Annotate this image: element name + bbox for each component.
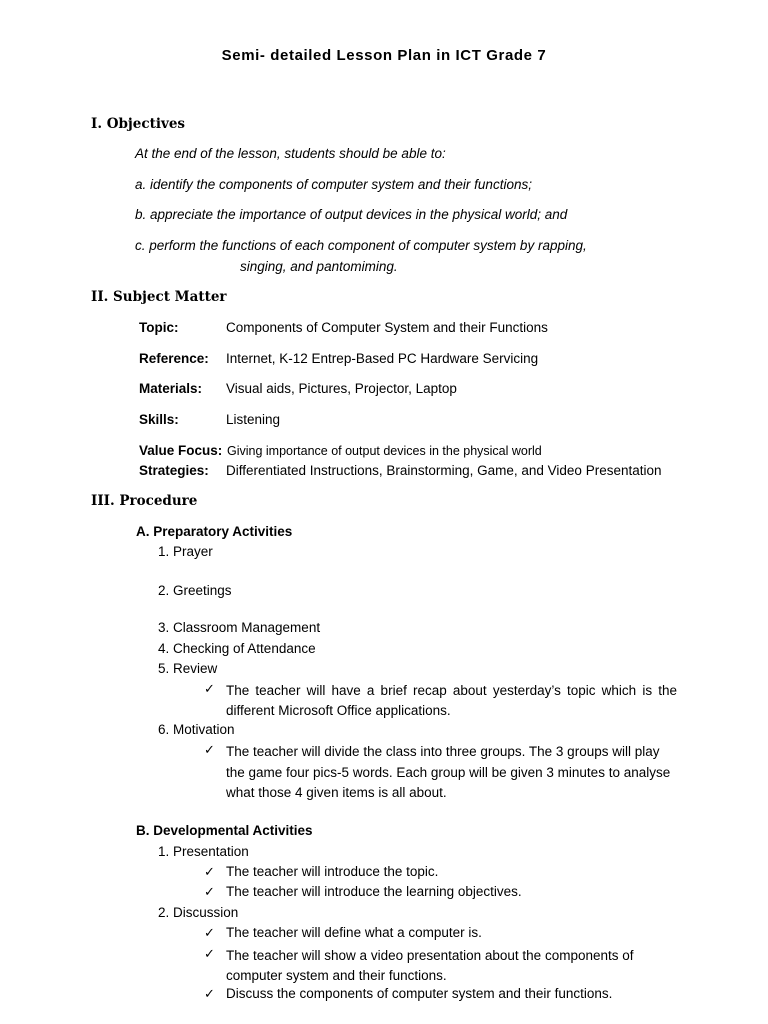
objectives-intro: At the end of the lesson, students should be able to: — [135, 146, 446, 161]
checkmark-icon: ✓ — [204, 946, 215, 961]
procedure-heading: III. Procedure — [91, 493, 198, 509]
skills-label: Skills: — [139, 412, 179, 427]
developmental-activities-heading: B. Developmental Activities — [136, 823, 313, 838]
objective-item-b: b. appreciate the importance of output devices in the physical world; and — [135, 207, 568, 222]
strategies-value: Differentiated Instructions, Brainstorming, Game, and Video Presentation — [226, 463, 662, 478]
presentation-note-topic: The teacher will introduce the topic. — [226, 864, 439, 879]
preparatory-activities-heading: A. Preparatory Activities — [136, 524, 293, 539]
objective-item-a: a. identify the components of computer system and their functions; — [135, 177, 532, 192]
checkmark-icon: ✓ — [204, 925, 215, 940]
checkmark-icon: ✓ — [204, 986, 215, 1001]
value-focus-value: Giving importance of output devices in the physical world — [227, 444, 542, 458]
discussion-item: 2. Discussion — [158, 905, 239, 920]
topic-label: Topic: — [139, 320, 179, 335]
motivation-note: The teacher will divide the class into three groups. The 3 groups will play the game four pics-5 words. Each group will be given 3 minutes to analyse what those 4 given items is all about. — [226, 744, 671, 800]
checkmark-icon: ✓ — [204, 681, 215, 696]
presentation-item: 1. Presentation — [158, 844, 249, 859]
discussion-note-components: Discuss the components of computer system and their functions. — [226, 986, 613, 1001]
classroom-management-item: 3. Classroom Management — [158, 620, 321, 635]
subject-matter-heading: II. Subject Matter — [91, 289, 227, 305]
review-note: The teacher will have a brief recap about yesterday’s topic which is the different Microsoft Office applications. — [226, 683, 677, 718]
checkmark-icon: ✓ — [204, 884, 215, 899]
prayer-item: 1. Prayer — [158, 544, 213, 559]
reference-label: Reference: — [139, 351, 209, 366]
greetings-item: 2. Greetings — [158, 583, 232, 598]
objective-item-c: c. perform the functions of each component of computer system by rapping, — [135, 238, 587, 253]
materials-label: Materials: — [139, 381, 203, 396]
strategies-label: Strategies: — [139, 463, 209, 478]
skills-value: Listening — [226, 412, 281, 427]
motivation-item: 6. Motivation — [158, 722, 235, 737]
reference-value: Internet, K-12 Entrep-Based PC Hardware Servicing — [226, 351, 539, 366]
review-item: 5. Review — [158, 661, 218, 676]
discussion-note-video: The teacher will show a video presentation about the components of computer system and their functions. — [226, 948, 634, 983]
objectives-heading: I. Objectives — [91, 116, 186, 132]
checkmark-icon: ✓ — [204, 864, 215, 879]
discussion-note-define: The teacher will define what a computer is. — [226, 925, 482, 940]
document-title: Semi- detailed Lesson Plan in ICT Grade 7 — [221, 47, 547, 64]
value-focus-label: Value Focus: — [139, 443, 223, 458]
checkmark-icon: ✓ — [204, 742, 215, 757]
topic-value: Components of Computer System and their Functions — [226, 320, 548, 335]
objective-item-c-continued: singing, and pantomiming. — [240, 259, 398, 274]
presentation-note-objectives: The teacher will introduce the learning objectives. — [226, 884, 522, 899]
materials-value: Visual aids, Pictures, Projector, Laptop — [226, 381, 457, 396]
attendance-item: 4. Checking of Attendance — [158, 641, 316, 656]
